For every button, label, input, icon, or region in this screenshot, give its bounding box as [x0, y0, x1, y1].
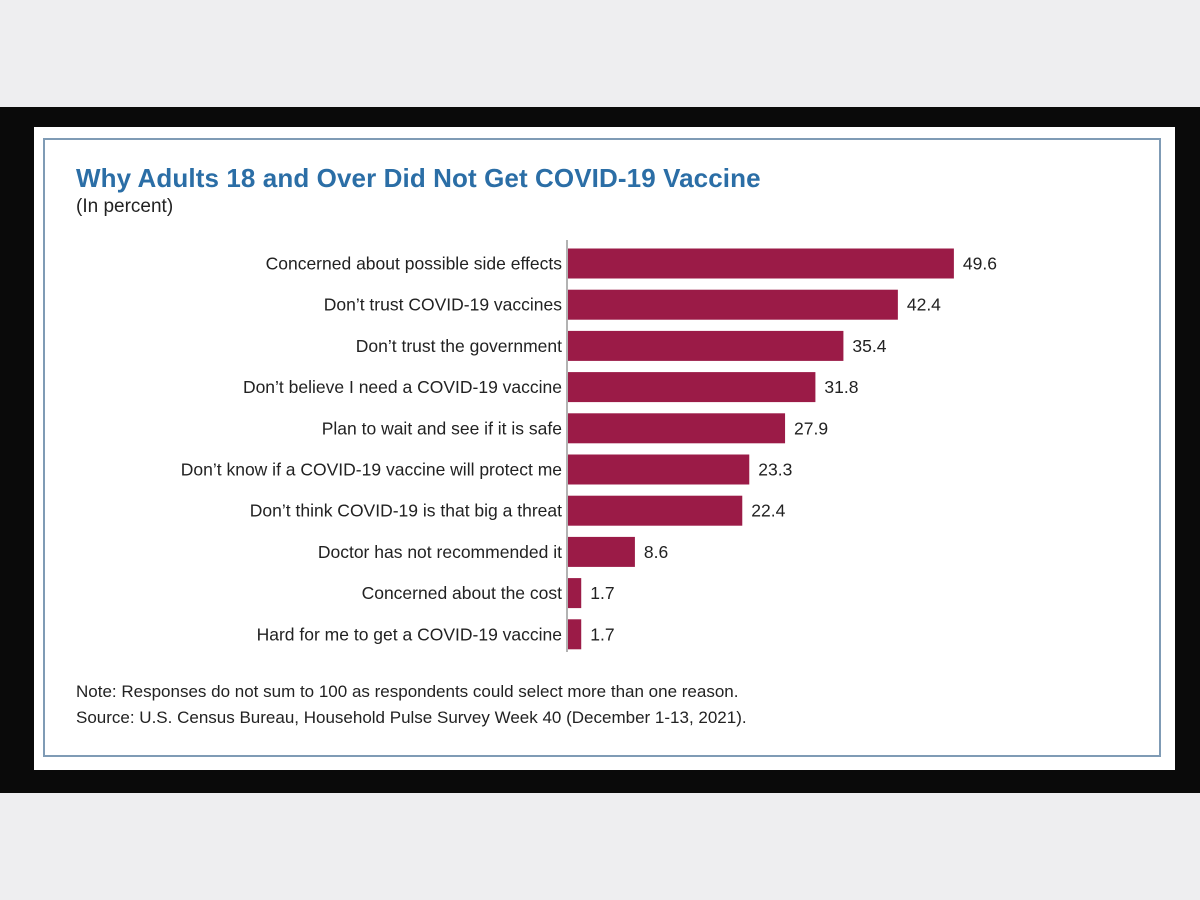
bar [568, 372, 815, 402]
data-label: 42.4 [906, 294, 941, 315]
category-label: Don’t believe I need a COVID-19 vaccine [242, 377, 562, 398]
category-label: Concerned about the cost [361, 583, 562, 604]
category-label: Hard for me to get a COVID-19 vaccine [256, 624, 562, 645]
data-label: 27.9 [794, 418, 829, 439]
bar [568, 413, 785, 443]
category-label: Don’t trust COVID-19 vaccines [323, 294, 562, 315]
bar [568, 537, 635, 567]
bar [568, 578, 581, 608]
data-label: 23.3 [758, 459, 793, 480]
data-label: 8.6 [643, 541, 669, 562]
chart-note: Note: Responses do not sum to 100 as respondents could select more than one reason. [76, 682, 739, 701]
category-label: Concerned about possible side effects [265, 253, 562, 274]
category-label: Doctor has not recommended it [317, 541, 562, 562]
bar [568, 331, 843, 361]
data-label: 49.6 [962, 253, 997, 274]
data-label: 1.7 [590, 583, 615, 604]
data-label: 22.4 [751, 500, 786, 521]
chart-source: Source: U.S. Census Bureau, Household Pulse Survey Week 40 (December 1-13, 2021). [76, 708, 747, 727]
bar [568, 496, 742, 526]
category-label: Plan to wait and see if it is safe [321, 418, 562, 439]
chart-title: Why Adults 18 and Over Did Not Get COVID-19 Vaccine [76, 163, 761, 193]
data-label: 35.4 [852, 335, 887, 356]
data-label: 31.8 [824, 377, 859, 398]
data-label: 1.7 [590, 624, 615, 645]
bar [568, 290, 898, 320]
category-label: Don’t think COVID-19 is that big a threat [249, 500, 562, 521]
bar [568, 249, 954, 279]
bar [568, 619, 581, 649]
category-label: Don’t know if a COVID-19 vaccine will protect me [180, 459, 562, 480]
category-label: Don’t trust the government [355, 335, 562, 356]
bar [568, 455, 749, 485]
chart-subtitle: (In percent) [76, 196, 174, 217]
